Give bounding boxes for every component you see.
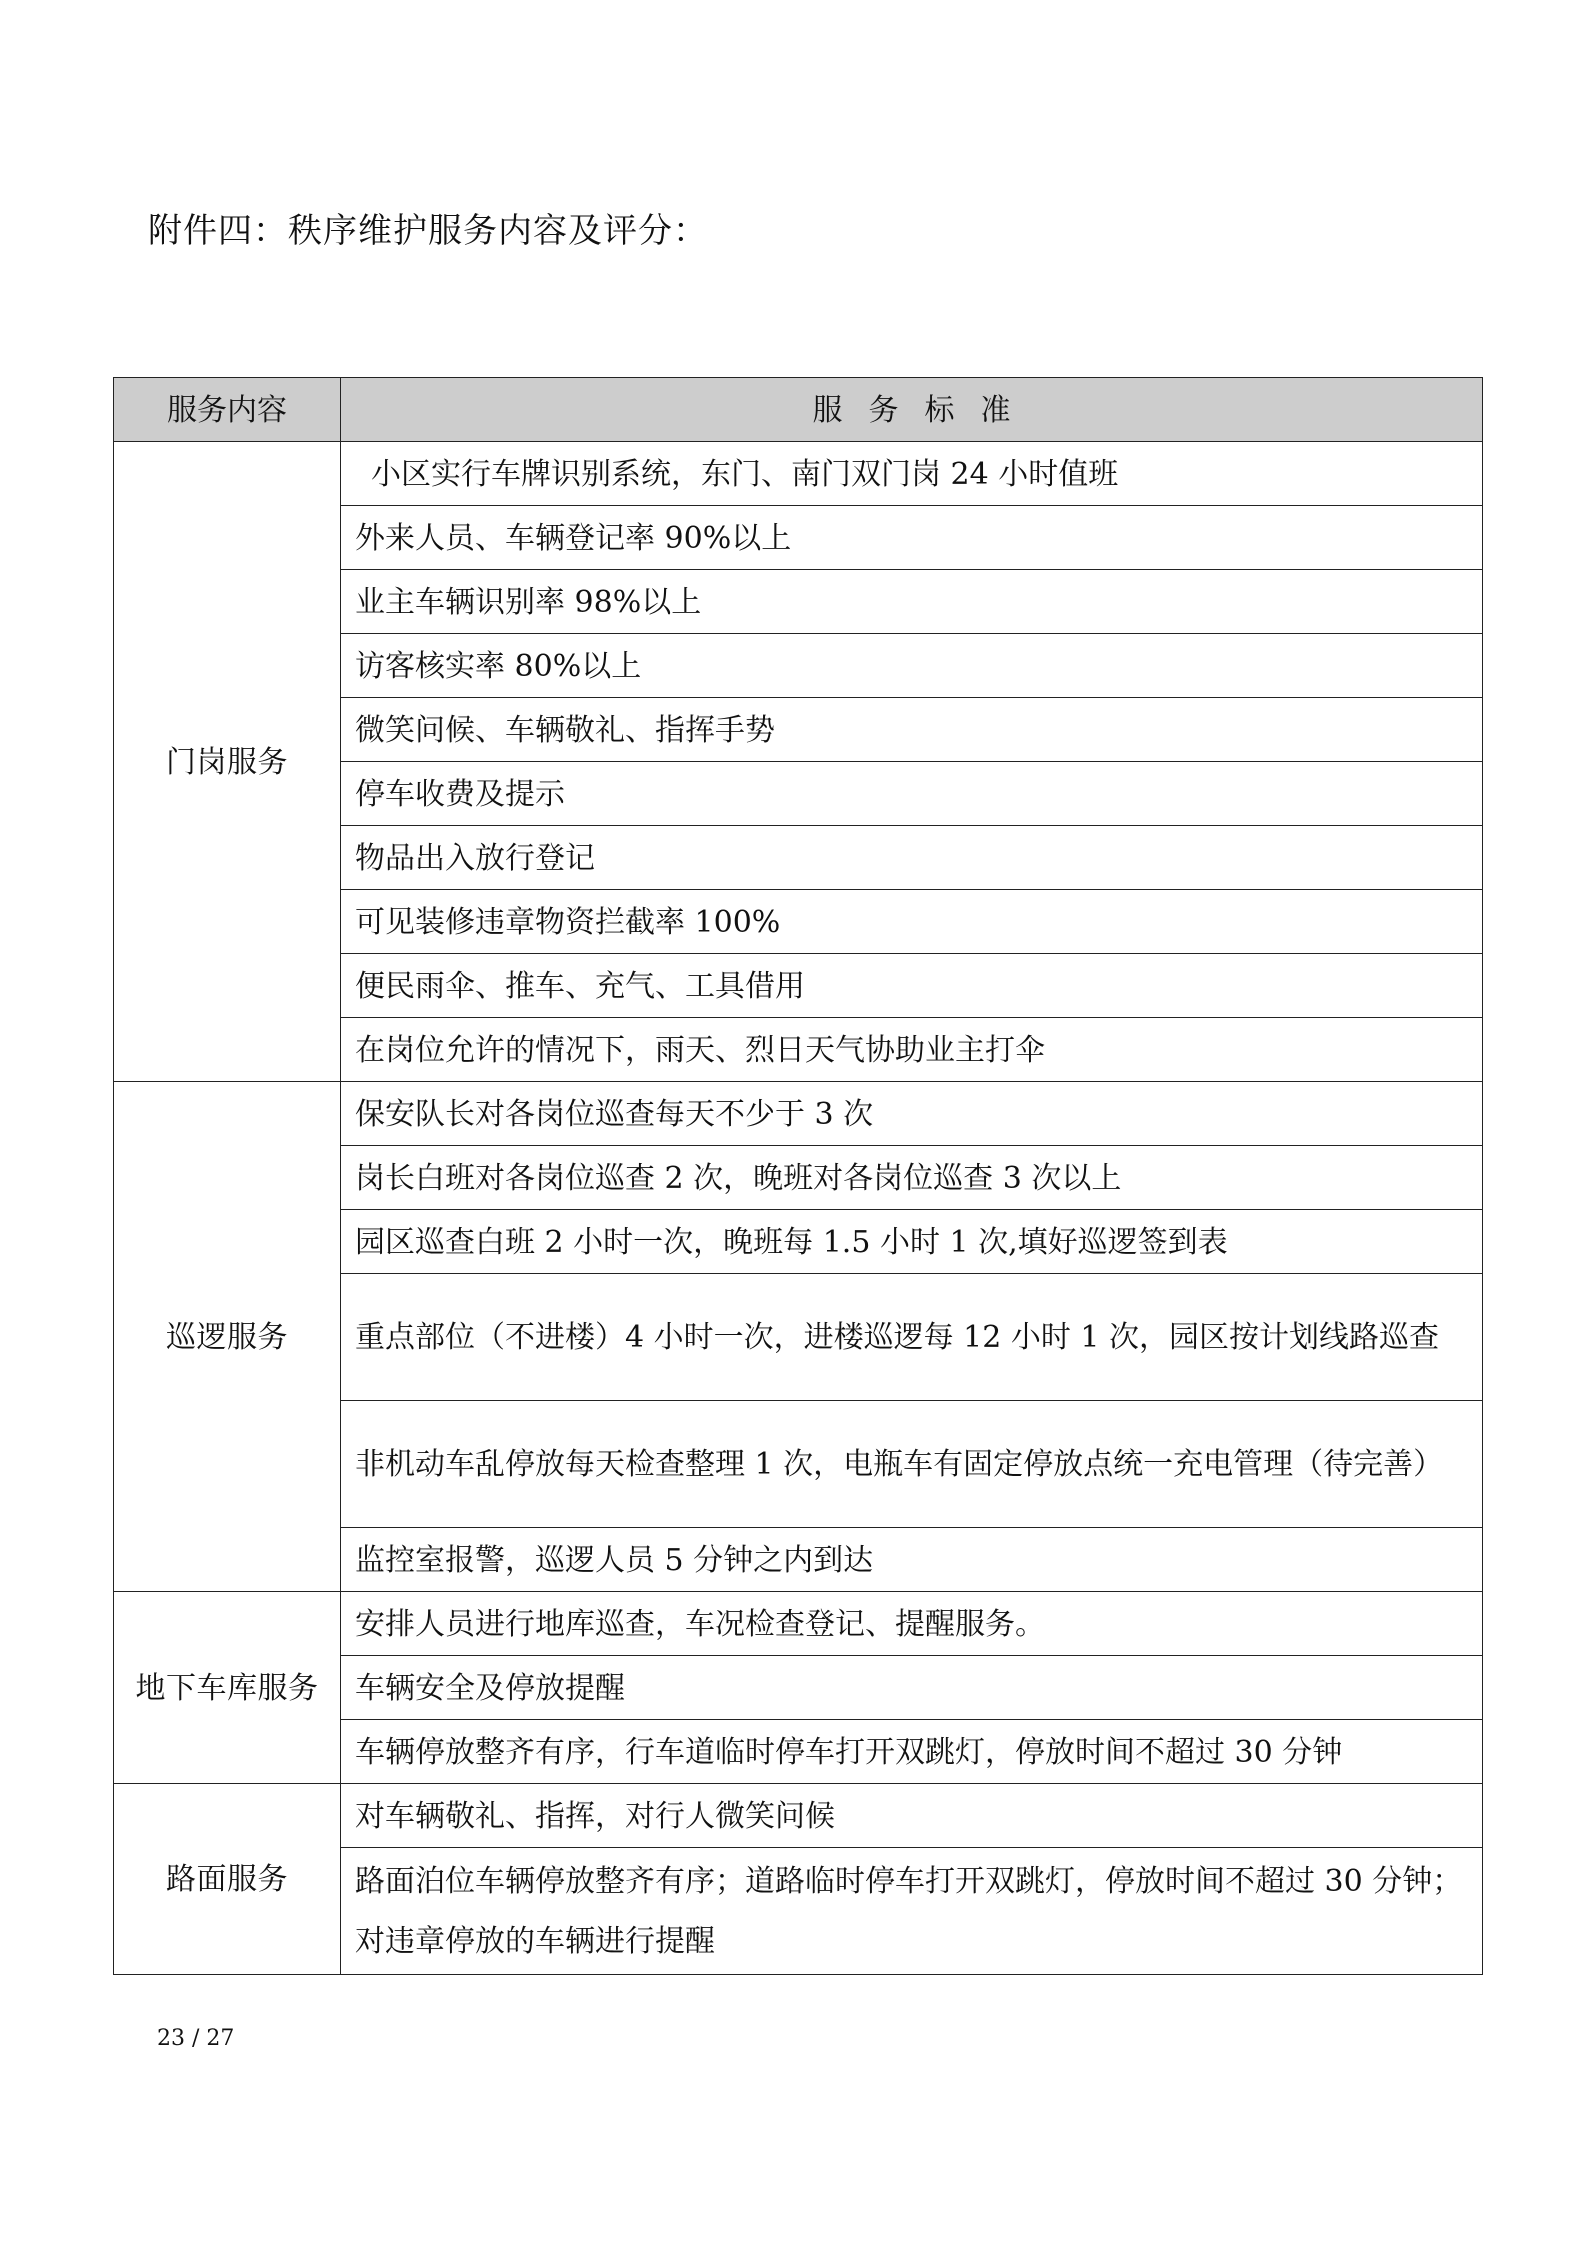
header-service-content: 服务内容	[114, 378, 341, 442]
service-standards-table	[113, 377, 1483, 1975]
standard-cell: 业主车辆识别率 98%以上	[341, 570, 1483, 634]
standard-cell: 访客核实率 80%以上	[341, 634, 1483, 698]
standard-cell: 在岗位允许的情况下，雨天、烈日天气协助业主打伞	[341, 1018, 1483, 1082]
category-patrol-service: 巡逻服务	[114, 1082, 341, 1592]
standard-cell: 小区实行车牌识别系统，东门、南门双门岗 24 小时值班	[341, 442, 1483, 506]
standard-cell: 物品出入放行登记	[341, 826, 1483, 890]
category-road-service: 路面服务	[114, 1784, 341, 1975]
standard-cell: 监控室报警，巡逻人员 5 分钟之内到达	[341, 1528, 1483, 1592]
standard-cell: 非机动车乱停放每天检查整理 1 次，电瓶车有固定停放点统一充电管理（待完善）	[341, 1401, 1483, 1528]
standard-cell: 对车辆敬礼、指挥，对行人微笑问候	[341, 1784, 1483, 1848]
header-service-standard: 服务标准	[341, 378, 1483, 442]
category-garage-service: 地下车库服务	[114, 1592, 341, 1784]
standard-cell: 车辆安全及停放提醒	[341, 1656, 1483, 1720]
standard-cell: 安排人员进行地库巡查，车况检查登记、提醒服务。	[341, 1592, 1483, 1656]
standard-cell: 车辆停放整齐有序，行车道临时停车打开双跳灯，停放时间不超过 30 分钟	[341, 1720, 1483, 1784]
document-title: 附件四：秩序维护服务内容及评分：	[148, 211, 708, 251]
standard-cell: 保安队长对各岗位巡查每天不少于 3 次	[341, 1082, 1483, 1146]
standard-cell: 外来人员、车辆登记率 90%以上	[341, 506, 1483, 570]
category-gate-service: 门岗服务	[114, 442, 341, 1082]
standard-cell: 微笑问候、车辆敬礼、指挥手势	[341, 698, 1483, 762]
table-row	[114, 1082, 1483, 1146]
table-row	[114, 1592, 1483, 1656]
standard-cell: 路面泊位车辆停放整齐有序；道路临时停车打开双跳灯，停放时间不超过 30 分钟；对违章停放的车辆进行提醒	[341, 1848, 1483, 1975]
standard-cell: 便民雨伞、推车、充气、工具借用	[341, 954, 1483, 1018]
page-number: 23 / 27	[157, 2026, 235, 2051]
standard-cell: 重点部位（不进楼）4 小时一次，进楼巡逻每 12 小时 1 次，园区按计划线路巡查	[341, 1274, 1483, 1401]
table-header-row	[114, 378, 1483, 442]
standard-cell: 园区巡查白班 2 小时一次，晚班每 1.5 小时 1 次,填好巡逻签到表	[341, 1210, 1483, 1274]
table-row	[114, 442, 1483, 506]
standard-cell: 可见装修违章物资拦截率 100%	[341, 890, 1483, 954]
standard-cell: 岗长白班对各岗位巡查 2 次，晚班对各岗位巡查 3 次以上	[341, 1146, 1483, 1210]
standard-cell: 停车收费及提示	[341, 762, 1483, 826]
table-row	[114, 1784, 1483, 1848]
